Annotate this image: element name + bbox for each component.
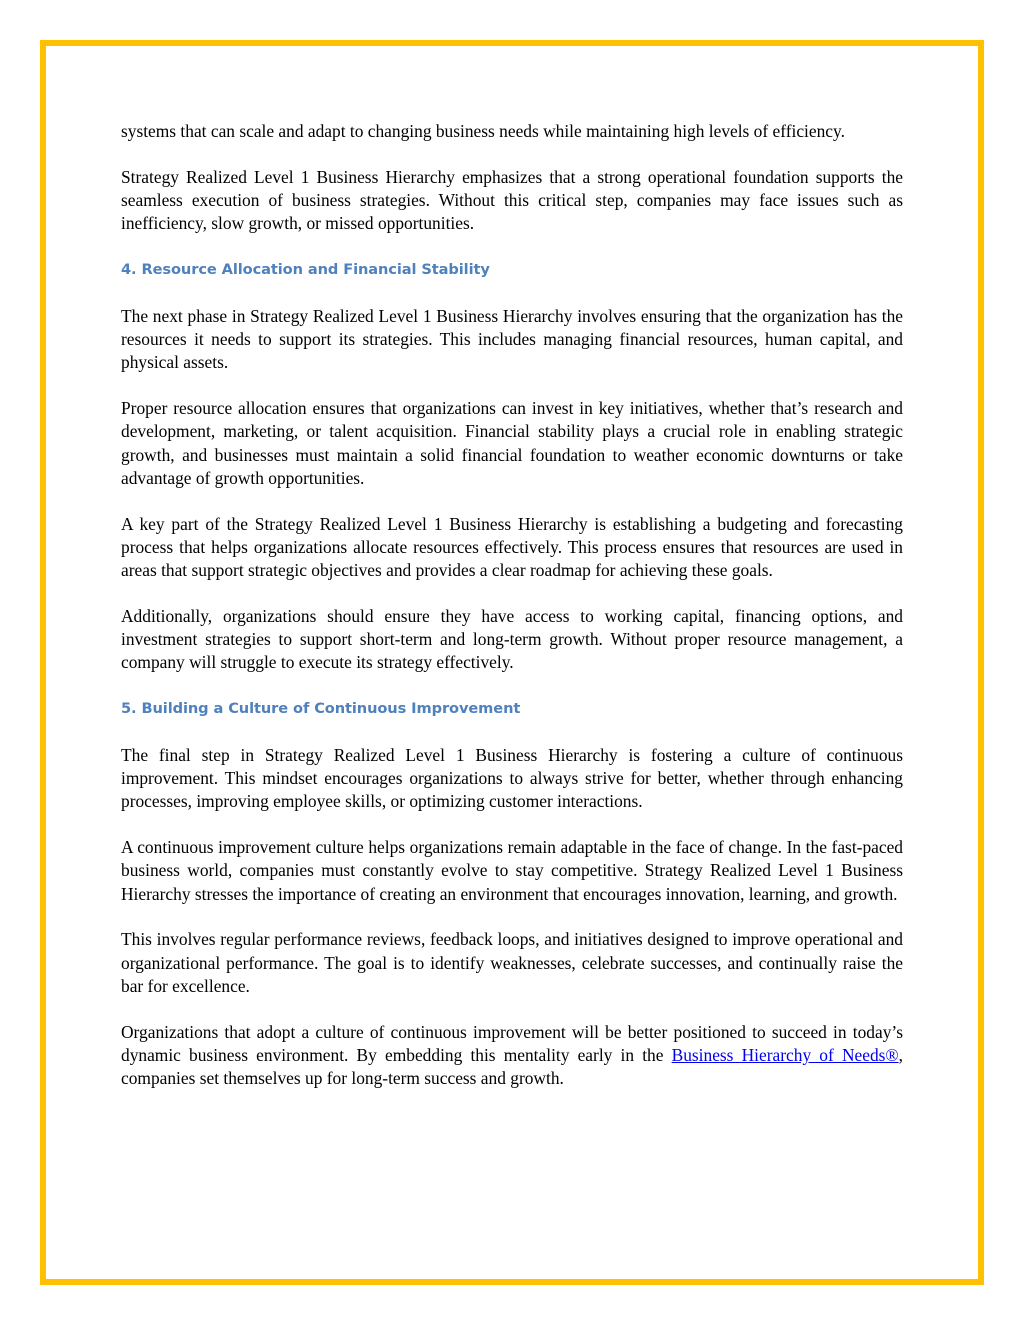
paragraph-proper-resource-allocation: Proper resource allocation ensures that organizations can invest in key initiatives, whether that’s research and development, marketing, or talent acquisition. Financial stability plays a crucial role in enabling strategic growth, and businesses must maintain a solid financial foundation to weather economic downturns or take advantage of growth opportunities.: [121, 398, 903, 488]
paragraph-improvement-culture: A continuous improvement culture helps organizations remain adaptable in the face of change. In the fast-paced business world, companies must constantly evolve to stay competitive. Strategy Realized Level 1 Business Hierarchy stresses the importance of creating an environment that encourages innovation, learning, and growth.: [121, 837, 903, 904]
paragraph-budgeting-forecasting: A key part of the Strategy Realized Level 1 Business Hierarchy is establishing a budgeting and forecasting process that helps organizations allocate resources effectively. This process ensures that resources are used in areas that support strategic objectives and provides a clear roadmap for achieving these goals.: [121, 513, 903, 581]
paragraph-next-phase: The next phase in Strategy Realized Level 1 Business Hierarchy involves ensuring that the organization has the resources it needs to support its strategies. This includes managing financial resources, human capital, and physical assets.: [121, 306, 903, 373]
paragraph-efficiency: systems that can scale and adapt to changing business needs while maintaining high levels of efficiency.: [121, 121, 845, 141]
document-body: [121, 120, 903, 1113]
business-hierarchy-of-needs-link[interactable]: Business Hierarchy of Needs®: [671, 1044, 899, 1065]
section-heading-resource-allocation: 4. Resource Allocation and Financial Stability: [121, 261, 490, 278]
conclusion-text-after-link: , companies set themselves up for long-term success and growth.: [121, 1044, 903, 1089]
conclusion-text-before-link: Organizations that adopt a culture of continuous improvement will be better positioned to succeed in today’s dynamic business environment. By embedding this mentality early in the: [121, 1021, 903, 1065]
paragraph-conclusion: [121, 1021, 903, 1091]
paragraph-final-step: The final step in Strategy Realized Level 1 Business Hierarchy is fostering a culture of continuous improvement. This mindset encourages organizations to always strive for better, whether through enhancing processes, improving employee skills, or optimizing customer interactions.: [121, 745, 903, 812]
paragraph-operational-foundation: Strategy Realized Level 1 Business Hierarchy emphasizes that a strong operational foundation supports the seamless execution of business strategies. Without this critical step, companies may face issues such as inefficiency, slow growth, or missed opportunities.: [121, 166, 903, 234]
paragraph-performance-reviews: This involves regular performance reviews, feedback loops, and initiatives designed to improve operational and organizational performance. The goal is to identify weaknesses, celebrate successes, and continually raise the bar for excellence.: [121, 929, 903, 996]
section-heading-continuous-improvement: 5. Building a Culture of Continuous Improvement: [121, 700, 521, 718]
paragraph-working-capital: Additionally, organizations should ensure they have access to working capital, financing options, and investment strategies to support short-term and long-term growth. Without proper resource management, a company will struggle to execute its strategy effectively.: [121, 605, 903, 673]
